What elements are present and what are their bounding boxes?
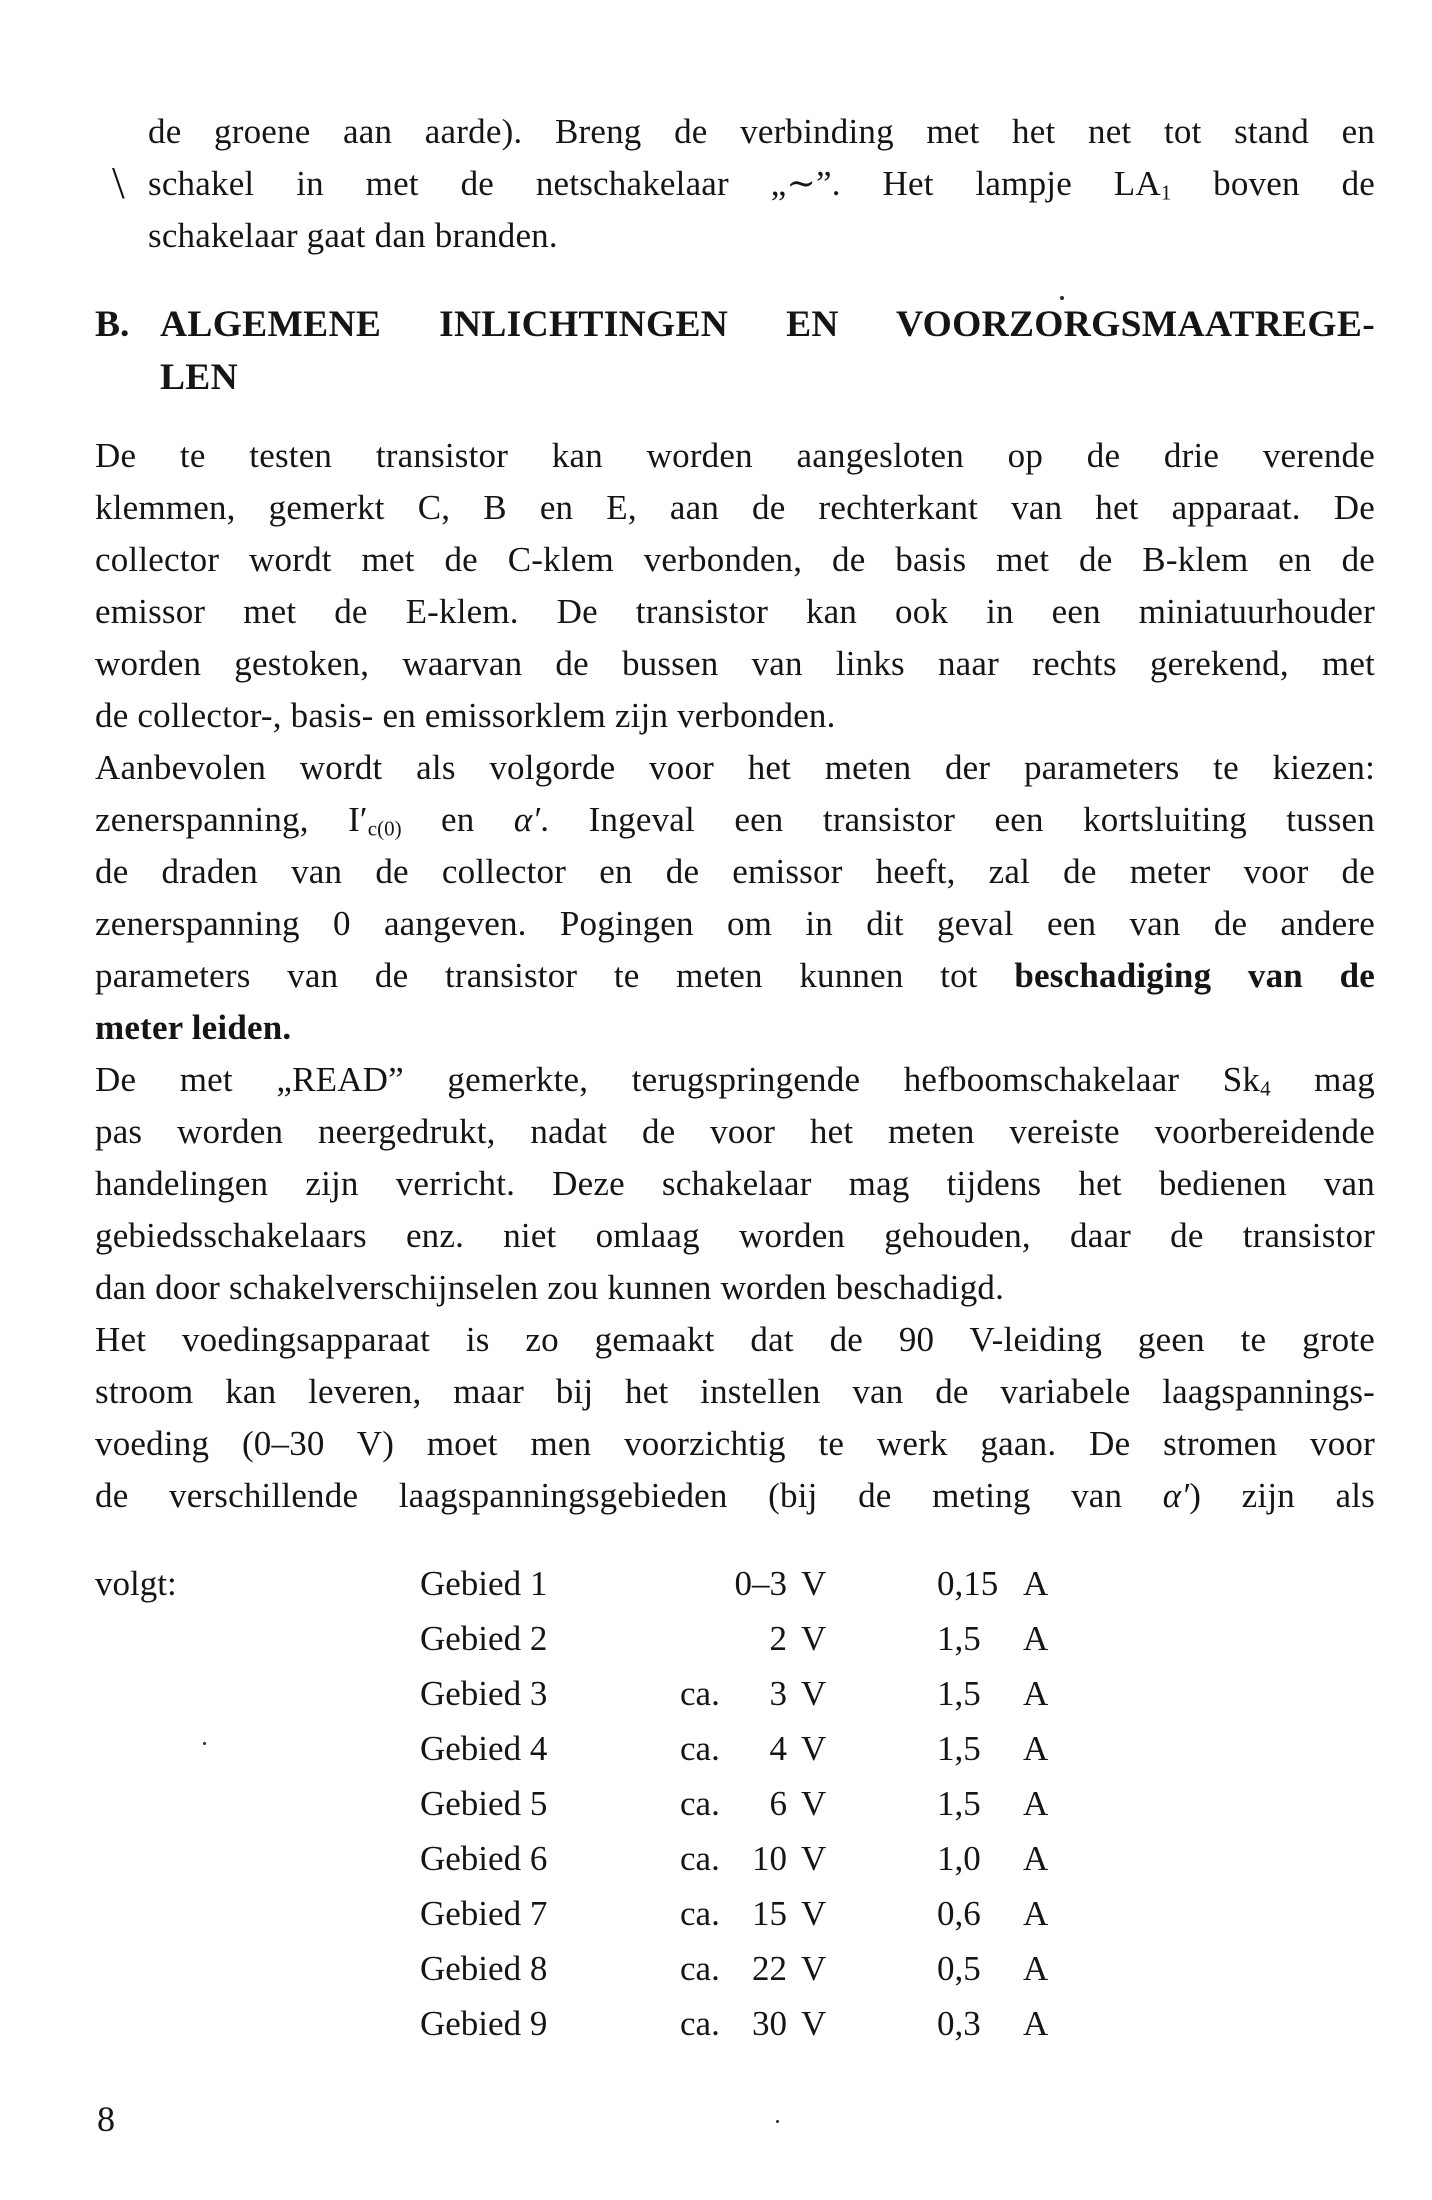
- text-segment: 1: [1160, 180, 1172, 205]
- text-segment: . Ingeval een transistor een kortsluiting tussen: [540, 800, 1375, 839]
- text-segment: mag: [1270, 1060, 1375, 1099]
- text-segment: α′: [513, 800, 541, 839]
- text-segment: LEN: [160, 357, 239, 398]
- text-segment: beschadiging van de: [1014, 956, 1376, 995]
- text-line: [95, 586, 1375, 638]
- current-unit-cell: A: [1023, 1729, 1049, 1768]
- text-segment: de verschillende laagspanningsgebieden (bij de meting van: [95, 1476, 1163, 1515]
- voltage-unit-cell: V: [801, 1894, 827, 1933]
- gebied-cell: Gebied 4: [420, 1729, 548, 1768]
- current-unit-cell: A: [1023, 1619, 1049, 1658]
- text-segment: α′: [1162, 1476, 1190, 1515]
- current-unit-cell: A: [1023, 1674, 1049, 1713]
- text-segment: en: [401, 800, 514, 839]
- text-segment: boven de: [1171, 164, 1375, 203]
- text-segment: gebiedsschakelaars enz. niet omlaag worden gehouden, daar de transistor: [95, 1216, 1375, 1255]
- voltage-approx-cell: ca.: [680, 1674, 720, 1713]
- text-segment: schakelaar gaat dan branden.: [148, 216, 558, 255]
- current-value-cell: 0,15: [937, 1564, 999, 1603]
- text-line: [95, 638, 1375, 690]
- voltage-approx-cell: ca.: [680, 1839, 720, 1878]
- text-segment: pas worden neergedrukt, nadat de voor het meten vereiste voorbereidende: [95, 1112, 1375, 1151]
- voltage-unit-cell: V: [801, 2004, 827, 2043]
- section-heading-lines: [95, 298, 1375, 404]
- section-heading-label: B.: [95, 304, 130, 345]
- voltage-value-cell: 2: [769, 1619, 787, 1658]
- current-value-cell: 0,3: [937, 2004, 981, 2043]
- gebied-cell: Gebied 2: [420, 1619, 548, 1658]
- text-segment: dan door schakelverschijnselen zou kunnen worden beschadigd.: [95, 1268, 1005, 1307]
- text-line: [148, 210, 1375, 262]
- gebied-cell: Gebied 9: [420, 2004, 548, 2043]
- text-segment: handelingen zijn verricht. Deze schakelaar mag tijdens het bedienen van: [95, 1164, 1375, 1203]
- gebied-cell: Gebied 3: [420, 1674, 548, 1713]
- text-line: [95, 690, 1375, 742]
- text-segment: 4: [1260, 1076, 1271, 1101]
- text-segment: collector wordt met de C-klem verbonden, de basis met de B-klem en de: [95, 540, 1375, 579]
- voltage-value-cell: 4: [769, 1729, 787, 1768]
- page-number: 8: [97, 2099, 115, 2139]
- voltage-approx-cell: ca.: [680, 1949, 720, 1988]
- handwritten-margin-mark: \: [112, 157, 125, 208]
- current-value-cell: 1,5: [937, 1729, 981, 1768]
- text-segment: de groene aan aarde). Breng de verbinding met het net tot stand en: [148, 112, 1375, 151]
- text-segment: De te testen transistor kan worden aangesloten op de drie verende: [95, 436, 1375, 475]
- scan-speckle: [203, 1742, 206, 1745]
- table-row: [95, 1996, 1375, 2051]
- text-line: [95, 950, 1375, 1002]
- text-segment: parameters van de transistor te meten kunnen tot: [95, 956, 1015, 995]
- current-value-cell: 0,5: [937, 1949, 981, 1988]
- text-line: [95, 898, 1375, 950]
- text-segment: zenerspanning 0 aangeven. Pogingen om in dit geval een van de andere: [95, 904, 1375, 943]
- values-table: [95, 1556, 1375, 2051]
- text-line: [148, 158, 1375, 210]
- voltage-value-cell: 15: [752, 1894, 787, 1933]
- text-line: [95, 1366, 1375, 1418]
- text-segment: ) zijn als: [1189, 1476, 1375, 1515]
- current-unit-cell: A: [1023, 1949, 1049, 1988]
- table-row: [95, 1831, 1375, 1886]
- table-row: [95, 1776, 1375, 1831]
- text-segment: de collector-, basis- en emissorklem zijn verbonden.: [95, 696, 836, 735]
- table-row: [95, 1721, 1375, 1776]
- text-line: [95, 1210, 1375, 1262]
- voltage-value-cell: 0–3: [734, 1564, 787, 1603]
- text-segment: Het voedingsapparaat is zo gemaakt dat de 90 V-leiding geen te grote: [95, 1320, 1375, 1359]
- text-line: [95, 430, 1375, 482]
- gebied-cell: Gebied 6: [420, 1839, 548, 1878]
- gebied-cell: Gebied 1: [420, 1564, 548, 1603]
- text-line: [95, 742, 1375, 794]
- text-segment: klemmen, gemerkt C, B en E, aan de rechterkant van het apparaat. De: [95, 488, 1375, 527]
- table-row: [95, 1556, 1375, 1611]
- voltage-approx-cell: ca.: [680, 1729, 720, 1768]
- text-line: [95, 482, 1375, 534]
- text-line: [95, 1262, 1375, 1314]
- gebied-cell: Gebied 5: [420, 1784, 548, 1823]
- intro-paragraph: [95, 106, 1375, 262]
- text-line: [95, 1314, 1375, 1366]
- text-segment: ALGEMENE INLICHTINGEN EN VOORZORGSMAATREGE-: [160, 304, 1375, 345]
- text-segment: zenerspanning, I′: [95, 800, 368, 839]
- text-line: [148, 106, 1375, 158]
- current-value-cell: 1,5: [937, 1784, 981, 1823]
- text-segment: meter leiden.: [95, 1008, 292, 1047]
- text-segment: emissor met de E-klem. De transistor kan ook in een miniatuurhouder: [95, 592, 1375, 631]
- voltage-value-cell: 22: [752, 1949, 787, 1988]
- voltage-value-cell: 3: [769, 1674, 787, 1713]
- voltage-unit-cell: V: [801, 1674, 827, 1713]
- text-line: [95, 1418, 1375, 1470]
- section-heading: [95, 298, 1375, 404]
- text-segment: de draden van de collector en de emissor heeft, zal de meter voor de: [95, 852, 1375, 891]
- voltage-value-cell: 6: [769, 1784, 787, 1823]
- voltage-value-cell: 10: [752, 1839, 787, 1878]
- current-value-cell: 0,6: [937, 1894, 981, 1933]
- text-segment: De met „READ” gemerkte, terugspringende hefboomschakelaar Sk: [95, 1060, 1261, 1099]
- text-segment: schakel in met de netschakelaar „∼”. Het lampje LA: [148, 164, 1161, 203]
- current-value-cell: 1,5: [937, 1619, 981, 1658]
- table-row: [95, 1666, 1375, 1721]
- body-paragraphs: [95, 430, 1375, 1522]
- current-unit-cell: A: [1023, 1894, 1049, 1933]
- text-line: [160, 298, 1375, 351]
- voltage-unit-cell: V: [801, 1784, 827, 1823]
- table-rows: [95, 1556, 1375, 2051]
- table-row: [95, 1611, 1375, 1666]
- current-unit-cell: A: [1023, 2004, 1049, 2043]
- text-segment: worden gestoken, waarvan de bussen van links naar rechts gerekend, met: [95, 644, 1375, 683]
- scan-speckle: [1060, 296, 1064, 300]
- text-line: [160, 351, 1375, 404]
- text-line: [95, 1470, 1375, 1522]
- table-row: [95, 1941, 1375, 1996]
- table-row: [95, 1886, 1375, 1941]
- gebied-cell: Gebied 7: [420, 1894, 548, 1933]
- voltage-approx-cell: ca.: [680, 1784, 720, 1823]
- text-line: [95, 794, 1375, 846]
- current-unit-cell: A: [1023, 1564, 1049, 1603]
- text-line: [95, 534, 1375, 586]
- text-line: [95, 1002, 1375, 1054]
- voltage-unit-cell: V: [801, 1949, 827, 1988]
- text-segment: Aanbevolen wordt als volgorde voor het meten der parameters te kiezen:: [95, 748, 1375, 787]
- text-segment: voeding (0–30 V) moet men voorzichtig te werk gaan. De stromen voor: [95, 1424, 1375, 1463]
- text-line: [95, 846, 1375, 898]
- text-line: [95, 1158, 1375, 1210]
- current-value-cell: 1,0: [937, 1839, 981, 1878]
- text-segment: c(0): [367, 816, 402, 841]
- voltage-unit-cell: V: [801, 1564, 827, 1603]
- text-line: [95, 1054, 1375, 1106]
- voltage-value-cell: 30: [752, 2004, 787, 2043]
- voltage-unit-cell: V: [801, 1839, 827, 1878]
- text-line: [95, 1106, 1375, 1158]
- table-intro-label: volgt:: [95, 1564, 177, 1603]
- voltage-unit-cell: V: [801, 1729, 827, 1768]
- voltage-approx-cell: ca.: [680, 2004, 720, 2043]
- scan-speckle: [776, 2120, 779, 2123]
- voltage-approx-cell: ca.: [680, 1894, 720, 1933]
- gebied-cell: Gebied 8: [420, 1949, 548, 1988]
- current-unit-cell: A: [1023, 1784, 1049, 1823]
- text-segment: stroom kan leveren, maar bij het instellen van de variabele laagspannings-: [95, 1372, 1375, 1411]
- current-value-cell: 1,5: [937, 1674, 981, 1713]
- voltage-unit-cell: V: [801, 1619, 827, 1658]
- current-unit-cell: A: [1023, 1839, 1049, 1878]
